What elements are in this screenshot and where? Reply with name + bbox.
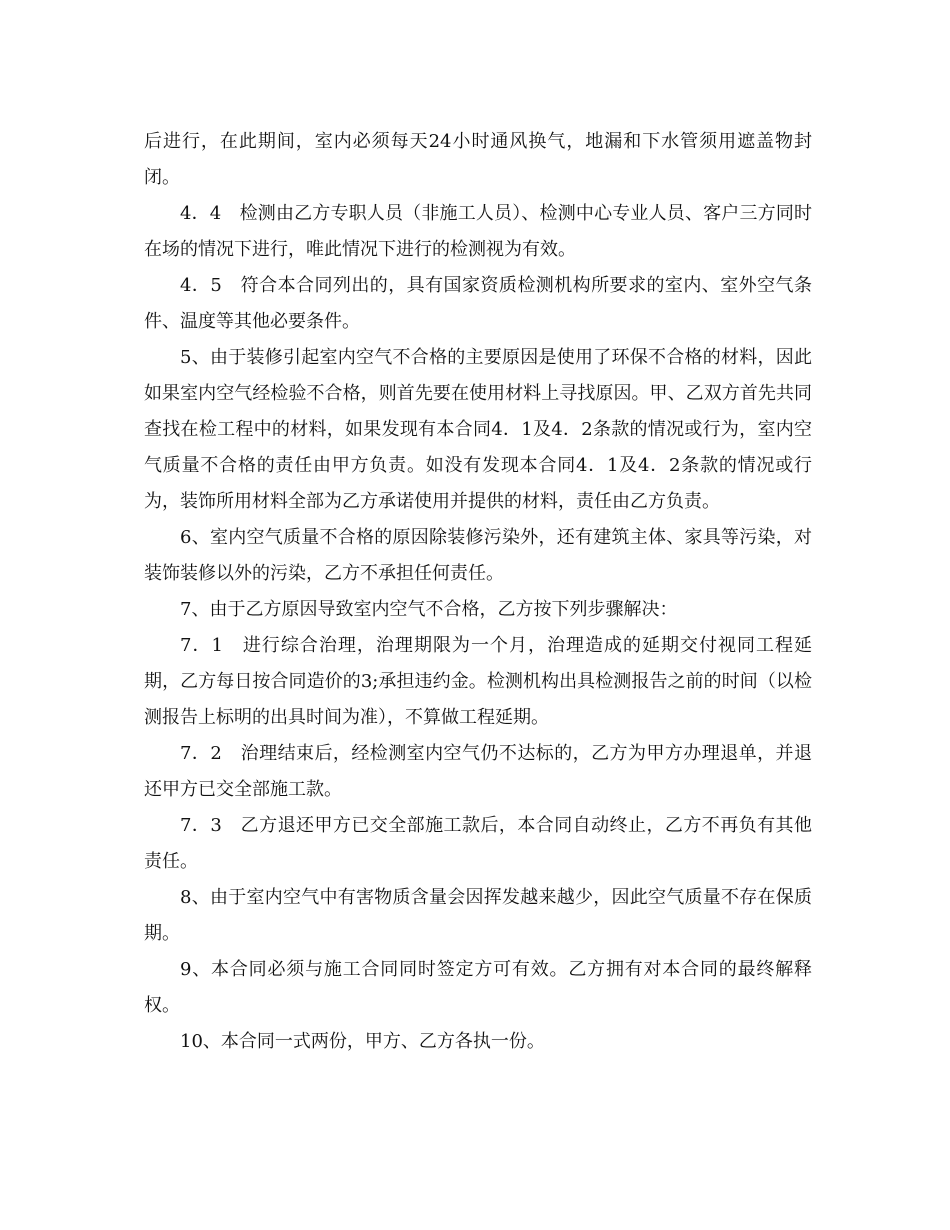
paragraph-clause-4-5: 4．5 符合本合同列出的，具有国家资质检测机构所要求的室内、室外空气条件、温度等其他必要条件。 <box>144 275 812 332</box>
paragraph-clause-8: 8、由于室内空气中有害物质含量会因挥发越来越少，因此空气质量不存在保质期。 <box>144 887 812 944</box>
paragraph-clause-6: 6、室内空气质量不合格的原因除装修污染外，还有建筑主体、家具等污染，对装饰装修以外的污染，乙方不承担任何责任。 <box>144 527 812 584</box>
paragraph-clause-7-2: 7．2 治理结束后，经检测室内空气仍不达标的，乙方为甲方办理退单，并退还甲方已交全部施工款。 <box>144 743 812 800</box>
paragraph-clause-7-3: 7．3 乙方退还甲方已交全部施工款后，本合同自动终止，乙方不再负有其他责任。 <box>144 815 812 872</box>
paragraph-clause-9: 9、本合同必须与施工合同同时签定方可有效。乙方拥有对本合同的最终解释权。 <box>144 959 812 1016</box>
document-body <box>144 124 812 1060</box>
paragraph-clause-4-4: 4．4 检测由乙方专职人员（非施工人员）、检测中心专业人员、客户三方同时在场的情况下进行，唯此情况下进行的检测视为有效。 <box>144 203 812 260</box>
paragraph-clause-5: 5、由于装修引起室内空气不合格的主要原因是使用了环保不合格的材料，因此如果室内空气经检验不合格，则首先要在使用材料上寻找原因。甲、乙双方首先共同查找在检工程中的材料，如果发现有本合同4．1及4．2条款的情况或行为，室内空气质量不合格的责任由甲方负责。如没有发现本合同4．1及4．2条款的情况或行为，装饰所用材料全部为乙方承诺使用并提供的材料，责任由乙方负责。 <box>144 347 812 512</box>
paragraph-clause-7: 7、由于乙方原因导致室内空气不合格，乙方按下列步骤解决： <box>180 599 678 620</box>
paragraph-clause-10: 10、本合同一式两份，甲方、乙方各执一份。 <box>180 1031 545 1052</box>
paragraph-clause-7-1: 7．1 进行综合治理，治理期限为一个月，治理造成的延期交付视同工程延期，乙方每日按合同造价的3;承担违约金。检测机构出具检测报告之前的时间（以检测报告上标明的出具时间为准），不算做工程延期。 <box>144 635 812 728</box>
paragraph-continuation: 后进行，在此期间，室内必须每天24小时通风换气，地漏和下水管须用遮盖物封闭。 <box>144 131 812 188</box>
